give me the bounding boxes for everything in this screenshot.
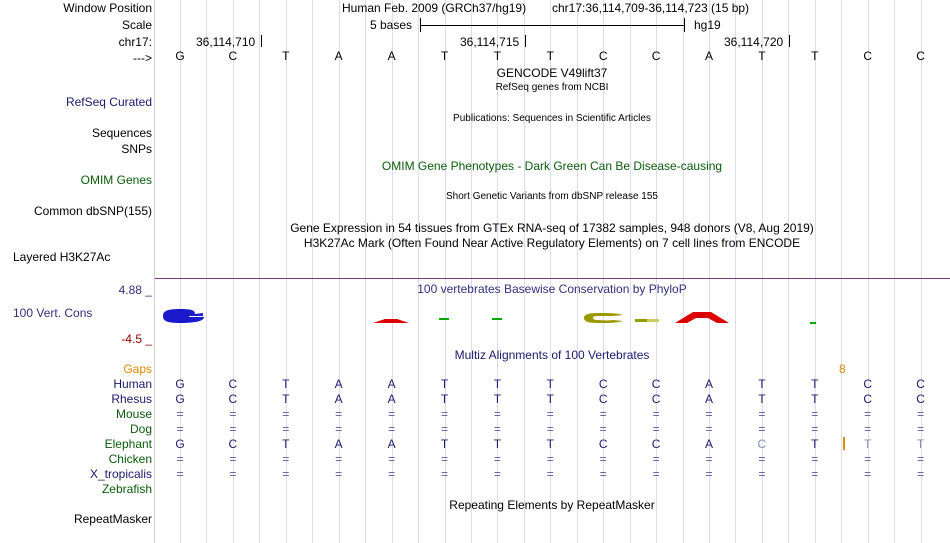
chrom-label: chr17: [118,35,152,49]
species-human-label[interactable]: Human [113,377,152,391]
alignment-base: = [811,407,819,421]
cons-max-label: 4.88 _ [118,283,152,297]
alignment-base: C [863,377,873,391]
alignment-base: T [440,437,449,451]
sequences-label[interactable]: Sequences [91,126,152,140]
alignment-base: T [493,377,502,391]
alignment-base: = [546,422,554,436]
base-letter: G [175,49,185,63]
alignment-base: = [758,422,766,436]
alignment-base: T [282,377,290,391]
phylop-track-desc: 100 vertebrates Basewise Conservation by PhyloP [417,282,687,296]
coord-tick-3 [789,35,790,47]
guide-line [683,0,684,543]
alignment-base: = [811,467,819,481]
scale-bar [420,18,685,32]
multiz-track-desc: Multiz Alignments of 100 Vertebrates [454,348,650,362]
alignment-base: = [176,452,184,466]
species-mouse-label[interactable]: Mouse [115,407,152,421]
alignment-base: = [811,422,819,436]
alignment-base: = [282,422,290,436]
alignment-base: = [176,422,184,436]
alignment-base: = [917,422,925,436]
gtex-track-desc: Gene Expression in 54 tissues from GTEx RNA-seq of 17382 samples, 948 donors (V8, Aug 2019) [290,221,814,235]
guide-line [841,0,842,543]
alignment-base: = [546,452,554,466]
alignment-base: = [229,452,237,466]
refseq-curated-label[interactable]: RefSeq Curated [65,95,152,109]
alignment-base: C [598,392,608,406]
refseq-track-desc: RefSeq genes from NCBI [495,82,609,93]
base-letter: C [863,49,873,63]
coord-tick-1 [261,35,262,47]
alignment-base: = [864,407,872,421]
alignment-base: = [440,452,448,466]
coord-tick-label-2: 36,114,715 [460,35,520,49]
alignment-base: = [864,467,872,481]
alignment-base: C [651,392,661,406]
alignment-base: C [228,437,238,451]
alignment-base: = [440,467,448,481]
alignment-base: = [652,452,660,466]
snps-label[interactable]: SNPs [121,142,152,156]
alignment-base: G [175,377,185,391]
alignment-base: = [652,467,660,481]
alignment-base: = [335,407,343,421]
guide-line [365,0,366,543]
scale-db-text: hg19 [694,18,721,32]
alignment-base: A [387,392,396,406]
alignment-base: T [493,392,502,406]
alignment-base: = [758,452,766,466]
alignment-base: C [863,392,873,406]
species-zebrafish-label[interactable]: Zebrafish [101,482,152,496]
omim-pheno-track-desc: OMIM Gene Phenotypes - Dark Green Can Be Disease-causing [381,159,723,173]
species-elephant-label[interactable]: Elephant [104,437,152,451]
alignment-base: C [916,377,925,391]
alignment-base: = [335,467,343,481]
alignment-base: = [440,422,448,436]
alignment-base: T [546,377,554,391]
h3k27ac-track-desc: H3K27Ac Mark (Often Found Near Active Regulatory Elements) on 7 cell lines from ENCODE [303,236,801,250]
alignment-base: C [651,437,661,451]
alignment-base: T [282,437,290,451]
alignment-base: = [176,467,184,481]
base-letter: T [493,49,502,63]
alignment-base: T [916,437,925,451]
alignment-base: = [864,422,872,436]
guide-line [788,0,789,543]
guide-line [735,0,736,543]
alignment-base: = [917,467,925,481]
alignment-base: = [493,452,501,466]
alignment-base: A [334,392,343,406]
guide-line [894,0,895,543]
alignment-base: A [704,377,713,391]
alignment-base: A [334,437,343,451]
guide-line [418,0,419,543]
base-letter: T [811,49,819,63]
alignment-base: T [811,392,819,406]
scale-label: Scale [121,18,152,32]
alignment-base: = [599,407,607,421]
vert-cons-label[interactable]: 100 Vert. Cons [13,306,93,320]
h3k27ac-baseline [155,278,950,279]
alignment-base: = [758,407,766,421]
alignment-base: G [175,437,185,451]
cons-min-label: -4.5 _ [121,332,152,346]
guide-line [312,0,313,543]
phylop-logo [155,306,950,326]
gaps-value: 8 [839,362,846,376]
repeatmasker-label[interactable]: RepeatMasker [73,512,152,526]
alignment-base: = [229,422,237,436]
alignment-base: C [228,377,238,391]
base-letter: T [546,49,554,63]
guide-line [259,0,260,543]
coord-tick-2 [525,35,526,47]
base-letter: C [598,49,608,63]
base-letter: C [651,49,661,63]
alignment-base: T [758,392,766,406]
alignment-base: = [440,407,448,421]
alignment-base: = [282,467,290,481]
omim-genes-label[interactable]: OMIM Genes [80,173,152,187]
alignment-base: = [811,452,819,466]
species-chicken-label[interactable]: Chicken [108,452,152,466]
alignment-base: C [916,392,925,406]
alignment-base: T [282,392,290,406]
assembly-title: Human Feb. 2009 (GRCh37/hg19) [342,1,527,15]
alignment-base: = [864,452,872,466]
alignment-base: = [493,407,501,421]
alignment-base: = [282,452,290,466]
base-letter: A [334,49,343,63]
alignment-base: A [387,437,396,451]
base-letter: A [387,49,396,63]
alignment-base: = [546,467,554,481]
alignment-base: A [704,437,713,451]
alignment-base: T [440,392,449,406]
alignment-base: T [493,437,502,451]
alignment-base: C [651,377,661,391]
repeatmasker-track-desc: Repeating Elements by RepeatMasker [449,498,655,512]
guide-line [206,0,207,543]
alignment-base: = [282,407,290,421]
alignment-base: = [229,407,237,421]
alignment-base: T [811,437,819,451]
alignment-base: A [704,392,713,406]
alignment-base: = [229,467,237,481]
alignment-base: T [546,437,554,451]
alignment-base: = [705,452,713,466]
gaps-label[interactable]: Gaps [123,362,152,376]
alignment-base: = [599,467,607,481]
alignment-base: = [599,452,607,466]
guide-line [630,0,631,543]
alignment-base: = [493,422,501,436]
alignment-base: = [705,467,713,481]
alignment-base: = [335,452,343,466]
alignment-base: T [811,377,819,391]
alignment-base: = [652,422,660,436]
position-readout: chr17:36,114,709-36,114,723 (15 bp) [552,1,750,15]
alignment-base: T [546,392,554,406]
alignment-base: A [387,377,396,391]
alignment-base: = [388,407,396,421]
species-dog-label[interactable]: Dog [129,422,152,436]
layered-h3k27ac-label[interactable]: Layered H3K27Ac [13,250,111,264]
alignment-base: C [598,377,608,391]
base-letter: C [916,49,925,63]
common-dbsnp-label[interactable]: Common dbSNP(155) [33,204,152,218]
alignment-base: C [757,437,767,451]
base-letter: C [228,49,238,63]
alignment-base: T [440,377,449,391]
coord-tick-label-1: 36,114,710 [196,35,256,49]
dbsnp-track-desc: Short Genetic Variants from dbSNP release 155 [446,191,658,202]
alignment-base: = [388,452,396,466]
alignment-base: A [334,377,343,391]
species-xtropicalis-label[interactable]: X_tropicalis [89,467,152,481]
alignment-base: = [705,407,713,421]
label-column-divider [154,0,155,543]
alignment-base: C [598,437,608,451]
alignment-base: = [599,422,607,436]
publications-track-desc: Publications: Sequences in Scientific Articles [453,113,651,124]
alignment-base: T [758,377,766,391]
alignment-base: = [493,467,501,481]
alignment-base: = [652,407,660,421]
scale-bases-text: 5 bases [370,18,413,32]
alignment-base: = [388,422,396,436]
base-letter: T [282,49,290,63]
elephant-gap-marker [843,437,845,450]
alignment-base: = [917,407,925,421]
strand-arrow-label[interactable]: ---> [133,51,152,65]
alignment-base: = [917,452,925,466]
window-position-label: Window Position [63,1,152,15]
alignment-base: = [705,422,713,436]
alignment-base: = [758,467,766,481]
alignment-base: = [176,407,184,421]
alignment-base: T [864,437,872,451]
alignment-base: G [175,392,185,406]
gencode-track-title[interactable]: GENCODE V49lift37 [496,66,608,80]
base-letter: A [704,49,713,63]
alignment-base: = [546,407,554,421]
base-letter: T [440,49,449,63]
species-rhesus-label[interactable]: Rhesus [111,392,152,406]
alignment-base: = [335,422,343,436]
base-letter: T [758,49,766,63]
coord-tick-label-3: 36,114,720 [724,35,784,49]
alignment-base: = [388,467,396,481]
guide-line [471,0,472,543]
alignment-base: C [228,392,238,406]
